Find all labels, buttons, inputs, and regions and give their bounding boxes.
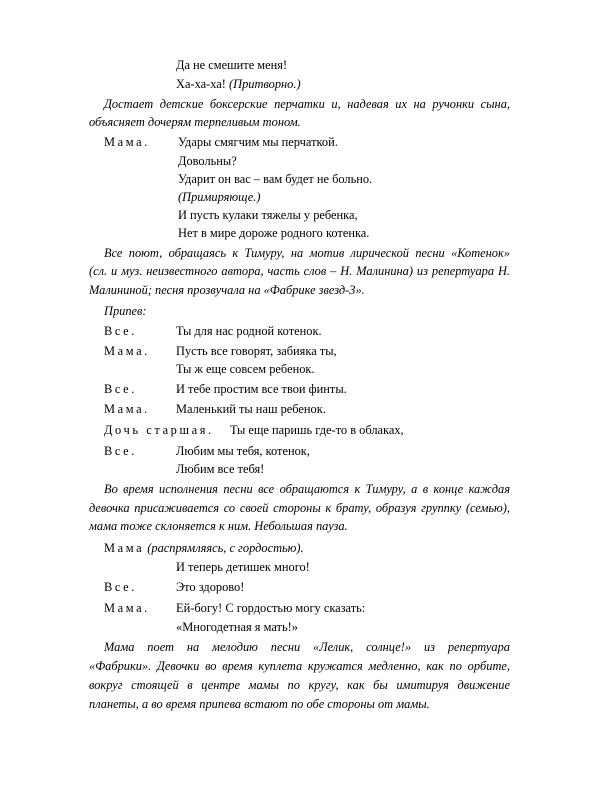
verse-line: Да не смешите меня! — [176, 58, 288, 72]
stage-direction: Мама поет на мелодию песни «Лелик, солнце!» из репертуара — [104, 640, 510, 654]
verse-line: Удары смягчим мы перчаткой. — [178, 135, 338, 149]
stage-remark: (распрямляясь, с гордостью). — [144, 541, 304, 555]
stage-direction: мама тоже склоняется к ним. Небольшая пауза. — [89, 519, 348, 533]
stage-direction: Малининой; песня прозвучала на «Фабрике звезд-3». — [89, 283, 365, 297]
verse-line: Ты ж еще совсем ребенок. — [176, 362, 315, 376]
speaker-name: Мама. — [104, 135, 150, 149]
speaker-name: Все. — [104, 324, 137, 338]
speaker-name: Все. — [104, 444, 137, 458]
verse-line: И пусть кулаки тяжелы у ребенка, — [178, 208, 358, 222]
verse-line: Ты еще паришь где-то в облаках, — [230, 423, 404, 437]
verse-line: Ударит он вас – вам будет не больно. — [178, 172, 373, 186]
speaker-name: Все. — [104, 382, 137, 396]
stage-direction: Во время исполнения песни все обращаются к Тимуру, а в конце каждая — [104, 482, 510, 496]
stage-direction: объясняет дочерям терпеливым тоном. — [89, 115, 301, 129]
refrain-label: Припев: — [104, 304, 147, 318]
speaker-name: Мама. — [104, 344, 150, 358]
speaker-name: Мама — [104, 541, 145, 555]
verse-line: Это здорово! — [176, 580, 245, 594]
verse-line — [176, 77, 301, 92]
verse-line: «Многодетная я мать!» — [176, 620, 298, 634]
stage-direction: (сл. и муз. неизвестного автора, часть слов – Н. Малинина) из репертуара Н. — [89, 264, 510, 278]
stage-direction: планеты, а во время припева встают по обе стороны от мамы. — [89, 697, 430, 711]
stage-direction: девочка присаживается со своей стороны к брату, образуя группку (семью), — [89, 501, 510, 515]
stage-direction: вокруг стоящей в центре мамы по кругу, как бы имитируя движение — [89, 678, 510, 692]
speaker-name: Мама. — [104, 601, 150, 615]
stage-direction: «Фабрики». Девочки во время куплета кружатся медленно, как по орбите, — [89, 659, 510, 673]
verse-line: Довольны? — [178, 154, 237, 168]
stage-remark: (Примиряюще.) — [178, 190, 261, 204]
verse-line: Нет в мире дороже родного котенка. — [178, 226, 370, 240]
verse-line: Любим мы тебя, котенок, — [176, 444, 310, 458]
verse-line: Маленький ты наш ребенок. — [176, 402, 326, 416]
verse-line: И теперь детишек много! — [176, 560, 310, 574]
speaker-name: Все. — [104, 580, 137, 594]
verse-line: Ей-богу! С гордостью могу сказать: — [176, 601, 366, 615]
speaker-name: Дочь старшая. — [104, 423, 214, 437]
stage-direction: Все поют, обращаясь к Тимуру, на мотив лирической песни «Котенок» — [104, 246, 510, 260]
verse-line: Пусть все говорят, забияка ты, — [176, 344, 337, 358]
verse-text: Ха-ха-ха! — [176, 77, 229, 91]
stage-remark: (Притворно.) — [229, 77, 301, 91]
verse-line: И тебе простим все твои финты. — [176, 382, 347, 396]
verse-line: Любим все тебя! — [176, 462, 265, 476]
stage-direction: Достает детские боксерские перчатки и, надевая их на ручонки сына, — [104, 97, 510, 111]
verse-line: Ты для нас родной котенок. — [176, 324, 322, 338]
speaker-line — [104, 541, 304, 556]
speaker-name: Мама. — [104, 402, 150, 416]
